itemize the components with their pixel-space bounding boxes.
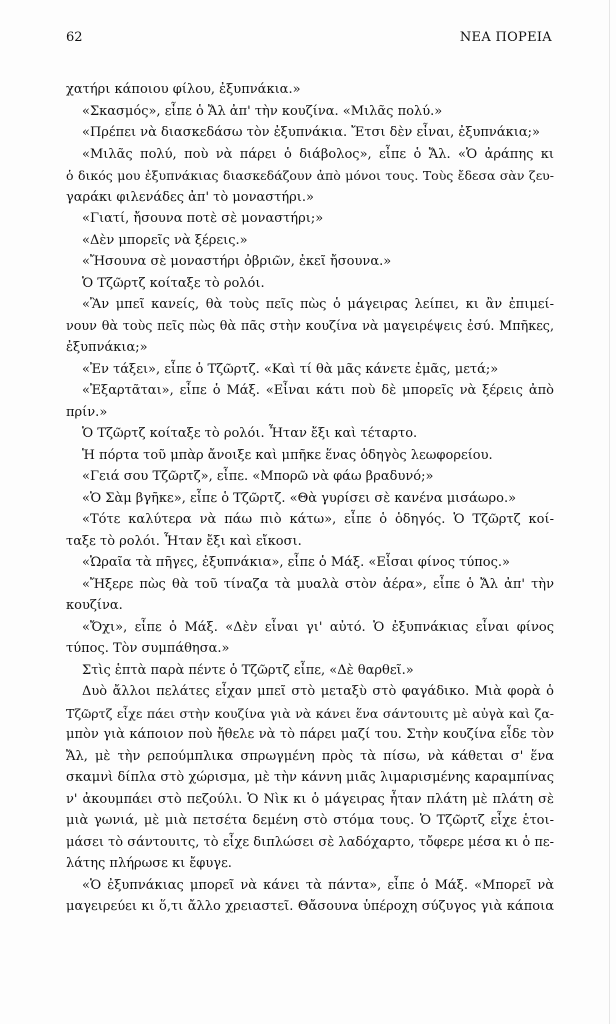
text-line: «Ἐξαρτᾶται», εἶπε ὁ Μάξ. «Εἶναι κάτι ποὺ δὲ μπορεῖς νὰ ξέρεις ἀπὸ xyxy=(82,383,554,398)
text-line: πρίν.» xyxy=(66,404,108,420)
text-line: «Ἐν τάξει», εἶπε ὁ Τζῶρτζ. «Καὶ τί θὰ μᾶς κάνετε ἐμᾶς, μετά;» xyxy=(82,361,499,377)
text-line: Ὁ Τζῶρτζ κοίταξε τὸ ρολόι. Ἦταν ἔξι καὶ τέταρτο. xyxy=(82,426,418,441)
text-line: ν' ἀκουμπάει στὸ πεζούλι. Ὁ Νὶκ κι ὁ μάγειρας ἦταν πλάτη μὲ πλάτη σὲ xyxy=(66,791,554,807)
text-line: λάτης πλήρωσε κι ἔφυγε. xyxy=(66,856,232,871)
text-line: «Σκασμός», εἶπε ὁ Ἄλ ἀπ' τὴν κουζίνα. «Μιλᾶς πολύ.» xyxy=(82,103,443,119)
text-line: «Γιατί, ἤσουνα ποτὲ σὲ μοναστήρι;» xyxy=(82,211,324,226)
text-line: ἐξυπνάκια;» xyxy=(66,340,148,355)
text-line: Τζῶρτζ εἶχε πάει στὴν κουζίνα γιὰ νὰ κάνει ἕνα σάντουιτς μὲ αὐγὰ καὶ ζα- xyxy=(66,705,554,721)
text-line: «Ὡραῖα τὰ πῆγες, ἐξυπνάκια», εἶπε ὁ Μάξ. «Εἶσαι φίνος τύπος.» xyxy=(82,555,510,570)
text-line: «Δὲν μπορεῖς νὰ ξέρεις.» xyxy=(82,232,248,248)
text-line: Ἡ πόρτα τοῦ μπὰρ ἄνοιξε καὶ μπῆκε ἕνας ὁδηγὸς λεωφορείου. xyxy=(82,447,493,463)
text-line: Ὁ Τζῶρτζ κοίταξε τὸ ρολόι. xyxy=(82,275,265,291)
text-line: σκαμνὶ δίπλα στὸ χώρισμα, μὲ τὴν κάννη μιᾶς λιμαρισμένης καραμπίνας xyxy=(66,770,554,785)
page-number: 62 xyxy=(66,30,83,45)
running-title: ΝΕΑ ΠΟΡΕΙΑ xyxy=(459,30,552,45)
text-line: ταξε τὸ ρολόι. Ἦταν ἔξι καὶ εἴκοσι. xyxy=(66,533,302,549)
text-line: «Ὄχι», εἶπε ὁ Μάξ. «Δὲν εἶναι γι' αὐτό. Ὁ ἐξυπνάκιας εἶναι φίνος xyxy=(82,619,554,635)
body-text xyxy=(66,79,554,918)
text-line: «Ὁ Σὰμ βγῆκε», εἶπε ὁ Τζῶρτζ. «Θὰ γυρίσει σὲ κανένα μισάωρο.» xyxy=(82,490,517,506)
text-line: «Μιλᾶς πολύ, ποὺ νὰ πάρει ὁ διάβολος», εἶπε ὁ Ἄλ. «Ὁ ἀράπης κι xyxy=(82,146,554,162)
text-line: μπὸν γιὰ κάποιον ποὺ ἤθελε νὰ τὸ πάρει μαζί του. Στὴν κουζίνα εἶδε τὸν xyxy=(66,727,554,742)
text-line: νουν θὰ τοὺς πεῖς πὼς θὰ πᾶς στὴν κουζίνα νὰ μαγειρέψεις ἐσύ. Μπῆκες, xyxy=(66,318,554,334)
text-line: Ἄλ, μὲ τὴν ρεπούμπλικα σπρωγμένη πρὸς τὰ πίσω, νὰ κάθεται σ' ἕνα xyxy=(66,748,554,764)
text-line: χατήρι κάποιου φίλου, ἐξυπνάκια.» xyxy=(66,82,301,97)
text-line: μαγειρεύει κι ὅ,τι ἄλλο χρειαστεῖ. Θἄσουνα ὑπέροχη σύζυγος γιὰ κάποια xyxy=(66,899,554,914)
text-line: «Ὁ ἐξυπνάκιας μπορεῖ νὰ κάνει τὰ πάντα», εἶπε ὁ Μάξ. «Μπορεῖ νὰ xyxy=(82,877,554,893)
text-line: μιὰ γωνιά, μὲ μιὰ πετσέτα δεμένη στὸ στόμα τους. Ὁ Τζῶρτζ εἶχε ἑτοι- xyxy=(66,813,554,828)
text-line: «Ἤξερε πὼς θὰ τοῦ τίναζα τὰ μυαλὰ στὸν ἀέρα», εἶπε ὁ Ἄλ ἀπ' τὴν xyxy=(82,576,554,592)
text-line: τύπος. Τὸν συμπάθησα.» xyxy=(66,641,230,656)
text-line: «Ἤσουνα σὲ μοναστήρι ὀβριῶν, ἐκεῖ ἤσουνα.» xyxy=(82,254,392,269)
text-line: «Τότε καλύτερα νὰ πάω πιὸ κάτω», εἶπε ὁ ὁδηγός. Ὁ Τζῶρτζ κοί- xyxy=(82,512,554,527)
text-line: «Γειά σου Τζῶρτζ», εἶπε. «Μπορῶ νὰ φάω βραδυνό;» xyxy=(82,469,434,484)
text-line: μάσει τὸ σάντουιτς, τὸ εἶχε διπλώσει σὲ λαδόχαρτο, τὄφερε μέσα κι ὁ πε- xyxy=(66,834,554,850)
text-line: γαράκι φιλενάδες ἀπ' τὸ μοναστήρι.» xyxy=(66,189,314,205)
page-edge xyxy=(609,0,610,1024)
text-line: «Ἂν μπεῖ κανείς, θὰ τοὺς πεῖς πὼς ὁ μάγειρας λείπει, κι ἂν ἐπιμεί- xyxy=(82,297,554,312)
text-line: ὁ δικός μου ἐξυπνάκιας διασκεδάζουν ἀπὸ μόνοι τους. Τοὺς ἔδεσα σὰν ζευ- xyxy=(66,168,554,183)
text-line: Στὶς ἑπτὰ παρὰ πέντε ὁ Τζῶρτζ εἶπε, «Δὲ θαρθεῖ.» xyxy=(82,662,414,678)
text-line: «Πρέπει νὰ διασκεδάσω τὸν ἐξυπνάκια. Ἔτσι δὲν εἶναι, ἐξυπνάκια;» xyxy=(82,125,540,140)
text-line: Δυὸ ἄλλοι πελάτες εἶχαν μπεῖ στὸ μεταξὺ στὸ φαγάδικο. Μιὰ φορὰ ὁ xyxy=(82,684,554,699)
text-line: κουζίνα. xyxy=(66,598,123,613)
